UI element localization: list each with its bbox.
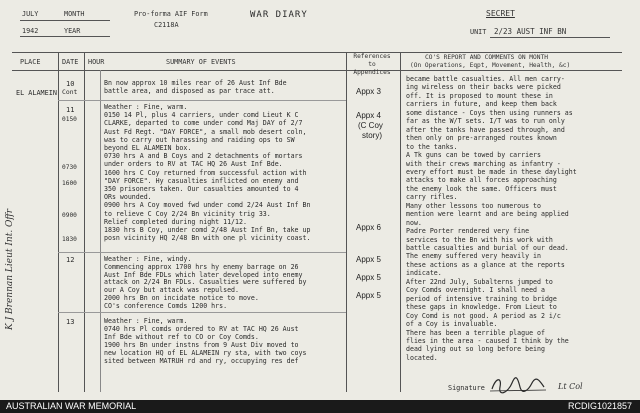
- month-value: JULY: [22, 10, 39, 18]
- entry-11-line: CLARKE, departed to come under comd Maj DAY of 2/7: [104, 119, 303, 128]
- col-hour: HOUR: [88, 58, 105, 66]
- entry-11-line: 350 prisoners taken. Our casualties amounted to 4: [104, 185, 299, 193]
- co-report-line: with their crews marching as infantry -: [406, 159, 561, 168]
- appendix-ref: Appx 3: [356, 87, 381, 96]
- security-classification: SECRET: [486, 9, 515, 18]
- co-report-line: period of intensive training to bridge: [406, 294, 557, 303]
- entry-12-line: 2000 hrs Bn on incidate notice to move.: [104, 294, 259, 302]
- unit-label: UNIT: [470, 28, 487, 36]
- entry-11-hour: 0150: [62, 116, 77, 123]
- entry-11-line: Relief completed during night 11/12.: [104, 217, 247, 226]
- entry-10-hour: Cont: [62, 88, 78, 96]
- col-summary: SUMMARY OF EVENTS: [166, 58, 236, 66]
- signature-mark: [488, 375, 548, 395]
- co-report-line: every effort must be made in these daylight: [406, 167, 577, 176]
- co-report-line: after the tanks have passed through, and: [406, 125, 565, 134]
- entry-11-line: "DAY FORCE". Hy casualties inflicted on enemy and: [104, 176, 299, 185]
- signature-label: Signature: [448, 384, 485, 392]
- entry-12-line: Aust Inf Bde FDLs which later developed into enemy: [104, 270, 303, 279]
- signature-rank: Lt Col: [558, 382, 583, 391]
- archive-name: AUSTRALIAN WAR MEMORIAL: [6, 401, 137, 411]
- archive-footer: [0, 400, 640, 413]
- form-number: C2118A: [154, 21, 179, 29]
- entry-13-line: Weather : Fine, warm.: [104, 317, 188, 325]
- margin-note: K J Brennan Lieut Int. Offr: [5, 208, 15, 330]
- co-report-line: There has been a terrible plague of: [406, 328, 545, 337]
- co-report-line: Padre Porter rendered very fine: [406, 227, 530, 236]
- appendix-ref: Appx 5: [356, 291, 381, 300]
- co-report-line: mention were learnt and are being applied: [406, 210, 569, 219]
- entry-11-hour: 1830: [62, 236, 77, 243]
- col-references: References to Appendices: [353, 53, 391, 76]
- entry-11-line: 1830 hrs B Coy, under comd 2/48 Aust Inf Bn, take up: [104, 226, 311, 234]
- entry-13-line: 0740 hrs Pl comds ordered to RV at TAC HQ 26 Aust: [104, 325, 299, 333]
- co-report-line: now.: [406, 218, 422, 227]
- entry-11-line: 0150 14 Pl, plus 4 carriers, under comd Lieut K C: [104, 111, 299, 120]
- co-report-line: became battle casualties. All men carry-: [406, 75, 565, 83]
- co-report-line: Coy Comd is not good. A period as 2 i/c: [406, 311, 561, 320]
- entry-11-hour: 1600: [62, 180, 77, 187]
- entry-11-line: to relieve C Coy 2/24 Bn vicinity trig 33.: [104, 209, 271, 218]
- co-report-line: the enemy look the same. Officers must: [406, 184, 557, 193]
- entry-12-line: CO's conference Comds 1200 hrs.: [104, 301, 228, 310]
- co-report-line: battle casualties and burial of our dead.: [406, 244, 569, 252]
- co-report-line: dead lying out so long before being: [406, 345, 545, 354]
- archive-record-id: RCDIG1021857: [567, 401, 632, 411]
- entry-11-line: posn vicinity HQ 2/48 Bn with one pl vicinity coast.: [104, 234, 311, 243]
- entry-12-line: Weather : Fine, windy.: [104, 255, 192, 263]
- month-label: MONTH: [64, 10, 85, 18]
- year-label: YEAR: [64, 27, 81, 35]
- co-report-line: of a Coy is invaluable.: [406, 320, 498, 329]
- col-date: DATE: [62, 58, 79, 66]
- entry-11-line: was to carry out harassing and raiding ops to SW: [104, 135, 295, 144]
- co-report-line: Coy Comds overnight. I shall need a: [406, 286, 545, 295]
- co-report-line: off. It is proposed to mount these in: [406, 91, 553, 100]
- co-report-line: flies in the area - caused I think by the: [406, 336, 569, 345]
- co-report-line: attacks to make all forces approaching: [406, 176, 557, 185]
- entry-13-date: 13: [66, 318, 75, 326]
- unit-value: 2/23 AUST INF BN: [494, 27, 567, 36]
- form-name: Pro-forma AIF Form: [134, 10, 208, 18]
- place-name: EL ALAMEIN: [16, 89, 57, 97]
- appendix-ref: story): [362, 131, 382, 140]
- entry-10-line: battle area, and disposed as par trace att.: [104, 87, 275, 95]
- entry-11-line: 1600 hrs C Coy returned from successful action with: [104, 168, 307, 177]
- co-report-line: to the tanks.: [406, 142, 458, 151]
- col-co-report: CO'S REPORT AND COMMENTS ON MONTH: [425, 54, 548, 61]
- year-value: 1942: [22, 27, 39, 35]
- co-report-line: carry rifles.: [406, 193, 458, 202]
- co-report-line: some distance - Coys then using runners as: [406, 108, 573, 117]
- co-report-line: A Tk guns can be towed by carriers: [406, 151, 541, 160]
- entry-11-hour: 0900: [62, 212, 77, 219]
- document-title: WAR DIARY: [250, 10, 308, 20]
- entry-11-line: under orders to RV at TAC HQ 26 Aust Inf Bde.: [104, 160, 283, 169]
- entry-13-line: 1900 hrs Bn under instns from 9 Aust Div moved to: [104, 341, 299, 349]
- appendix-ref: Appx 4: [356, 111, 381, 120]
- entry-11-line: ORs wounded.: [104, 193, 152, 202]
- appendix-ref: Appx 5: [356, 255, 381, 264]
- appendix-ref: Appx 6: [356, 223, 381, 232]
- co-report-line: these gaps in knowledge. From Lieut to: [406, 303, 557, 312]
- entry-12-line: attack on 2/24 Bn FDLs. Casualties were suffered by: [104, 278, 307, 287]
- co-report-line: located.: [406, 353, 438, 362]
- co-report-line: services to the Bn with his work with: [406, 235, 553, 244]
- co-report-line: The enemy suffered very heavily in: [406, 252, 541, 261]
- co-report-line: Many other lessons too numerous to: [406, 201, 541, 210]
- entry-13-line: Inf Bde without ref to CO or Coy Comds.: [104, 333, 259, 341]
- appendix-ref: (C Coy: [358, 121, 383, 130]
- entry-10-line: Bn now approx 10 miles rear of 26 Aust Inf Bde: [104, 79, 287, 87]
- entry-11-hour: 0730: [62, 164, 77, 171]
- entry-11-line: Weather : Fine, warm.: [104, 103, 188, 111]
- co-report-line: ing wireless on their backs were picked: [406, 83, 561, 92]
- entry-11-line: Aust Fd Regt. "DAY FORCE", a small mob desert coln,: [104, 127, 307, 136]
- co-report-line: After 22nd July, Subalterns jumped to: [406, 277, 553, 286]
- co-report-line: these actions as a glance at the reports: [406, 260, 565, 269]
- co-report-line: indicate.: [406, 269, 442, 278]
- entry-13-line: new location HQ of EL ALAMEIN ry sta, with two coys: [104, 349, 307, 357]
- col-place: PLACE: [20, 58, 41, 66]
- entry-12-line: our A Coy but attack was repulsed.: [104, 286, 239, 295]
- entry-10-date: 10: [66, 80, 75, 88]
- col-co-report-sub: (On Operations, Eqpt, Movement, Health, &c): [410, 62, 571, 69]
- co-report-line: then only on pre-arranged routes known: [406, 134, 557, 143]
- co-report-line: carriers in future, and keep them back: [406, 100, 557, 109]
- entry-12-line: Commencing approx 1700 hrs hy enemy barrage on 26: [104, 262, 299, 271]
- appendix-ref: Appx 5: [356, 273, 381, 282]
- entry-12-date: 12: [66, 256, 75, 264]
- entry-13-line: sited between MATRUH rd and ry, occupying res def: [104, 357, 299, 365]
- co-report-line: far as the W/T sets. I/T was to run only: [406, 117, 565, 126]
- entry-11-date: 11: [66, 106, 75, 114]
- entry-11-line: beyond EL ALAMEIN box.: [104, 144, 192, 152]
- entry-11-line: 0730 hrs A and B Coys and 2 detachments of mortars: [104, 152, 303, 161]
- entry-11-line: 0900 hrs A Coy moved fwd under comd 2/24 Aust Inf Bn: [104, 201, 311, 210]
